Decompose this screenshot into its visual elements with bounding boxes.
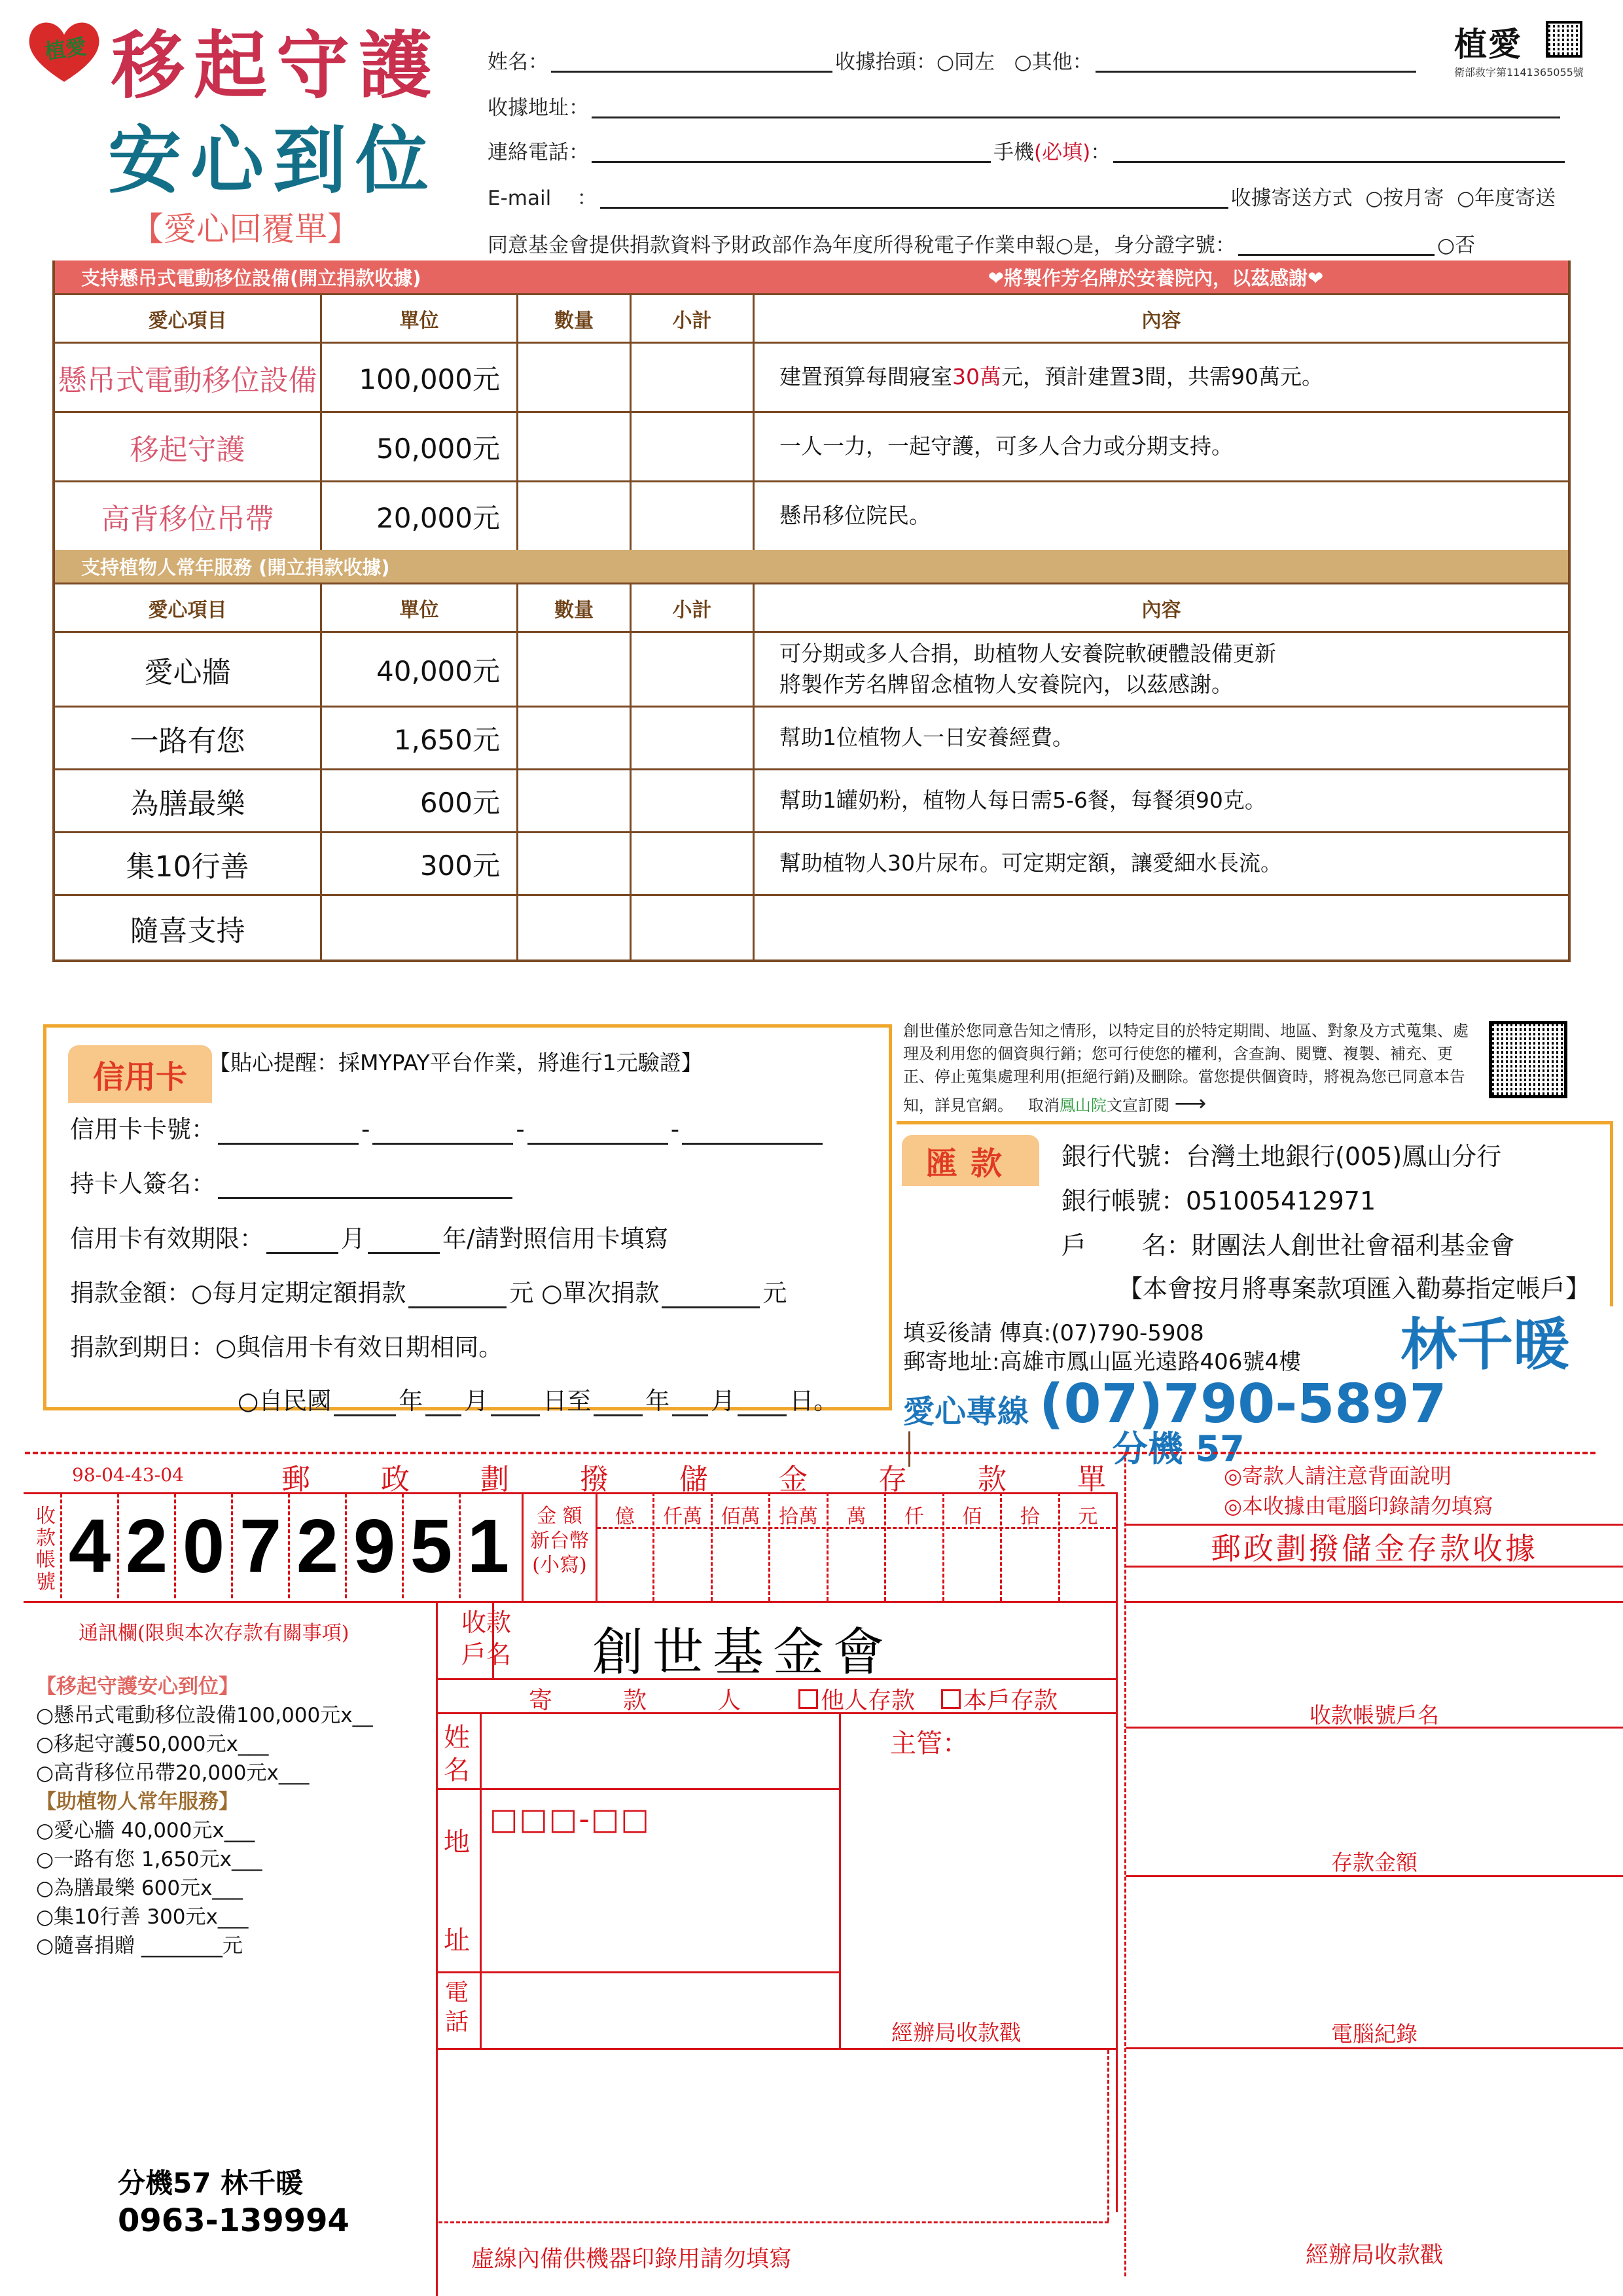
rule xyxy=(1126,1727,1623,1729)
title-char: 郵 xyxy=(281,1463,310,1496)
rule xyxy=(839,1712,841,2048)
comm-item[interactable]: ○隨喜捐贈 ________元 xyxy=(36,1934,243,1958)
account-digit: 2 xyxy=(288,1494,345,1598)
amount-unit: 萬 xyxy=(827,1492,884,1601)
sender-address-label-1: 地 xyxy=(444,1827,470,1857)
item-name: 愛心牆 xyxy=(144,655,231,689)
year-label: 年 xyxy=(399,1387,423,1415)
title-char: 儲 xyxy=(679,1463,708,1496)
item-desc xyxy=(753,633,1568,706)
amount-row xyxy=(70,1273,787,1308)
sender-name-field[interactable] xyxy=(482,1719,838,1787)
table-row xyxy=(55,342,1568,411)
holder-label: 持卡人簽名： xyxy=(70,1170,215,1198)
start-year-field[interactable] xyxy=(334,1397,396,1416)
single-amount-field[interactable] xyxy=(662,1289,760,1308)
comm-item[interactable]: ○愛心牆 40,000元x___ xyxy=(36,1819,255,1843)
note-line: ◎寄款人請注意背面說明 xyxy=(1224,1463,1452,1488)
own-deposit-checkbox[interactable] xyxy=(941,1689,961,1709)
table-row xyxy=(55,831,1568,894)
rule xyxy=(1126,1601,1623,1603)
credit-card-tag: 信用卡 xyxy=(68,1045,212,1103)
item-unit: 600元 xyxy=(320,770,516,831)
subtotal-cell[interactable] xyxy=(630,482,753,550)
cut-line xyxy=(25,1452,1596,1454)
delivery-label: 收據寄送方式 xyxy=(1230,187,1353,210)
holder-row xyxy=(70,1164,515,1199)
sender-address-label-2: 址 xyxy=(444,1926,470,1956)
brand-logo: 植愛 xyxy=(1454,25,1522,63)
subtotal-cell[interactable] xyxy=(630,344,753,411)
comm-list xyxy=(36,1672,373,1960)
name-label: 姓名： xyxy=(488,50,548,74)
dash: - xyxy=(516,1115,525,1143)
office-stamp-label: 經辦局收款戳 xyxy=(891,2020,1021,2045)
arrow-right-icon: ⟶ xyxy=(1174,1090,1207,1117)
logo-badge-text: 植愛 xyxy=(43,33,88,65)
account-digits xyxy=(60,1494,516,1598)
col-item: 愛心項目 xyxy=(148,309,227,332)
subtotal-cell[interactable] xyxy=(630,896,753,960)
comm-item[interactable]: ○高背移位吊帶20,000元x___ xyxy=(36,1761,310,1785)
col-subtotal: 小計 xyxy=(630,584,753,631)
expiry-label: 信用卡有效期限： xyxy=(70,1225,264,1253)
item-desc: 幫助植物人30片尿布。可定期定額，讓愛細水長流。 xyxy=(753,833,1568,894)
address-label: 收據地址： xyxy=(488,96,589,120)
comm-item[interactable]: ○一路有您 1,650元x___ xyxy=(36,1848,262,1872)
remittance-tag: 匯款 xyxy=(902,1135,1039,1186)
other-deposit-label: 他人存款 xyxy=(821,1687,916,1714)
qty-cell[interactable] xyxy=(516,708,630,768)
title-char: 單 xyxy=(1077,1463,1106,1496)
item-name: 一路有您 xyxy=(130,724,245,758)
monthly-amount-radio[interactable]: 捐款金額：○每月定期定額捐款 xyxy=(70,1279,406,1307)
amount-unit: 仟 xyxy=(884,1492,942,1601)
month-label: 月 xyxy=(464,1387,489,1415)
comm-item[interactable]: ○懸吊式電動移位設備100,000元x__ xyxy=(36,1704,373,1728)
account-digit: 1 xyxy=(459,1494,516,1598)
email-label: E-mail ： xyxy=(488,187,597,210)
bank-code: 銀行代號：台灣土地銀行(005)鳳山分行 xyxy=(1061,1142,1502,1171)
title-line-2: 安心到位 xyxy=(108,118,438,204)
remittance-note: 【本會按月將專案款項匯入勸募指定帳戶】 xyxy=(1117,1274,1590,1303)
handwritten-contact xyxy=(118,2166,349,2240)
title-char: 金 xyxy=(779,1463,808,1496)
mobile-field[interactable] xyxy=(1113,143,1565,163)
single-amount-radio[interactable]: ○單次捐款 xyxy=(541,1279,660,1307)
yuan-label: 元 xyxy=(509,1279,534,1307)
payee-label xyxy=(461,1607,511,1672)
payee-label-line: 戶名 xyxy=(461,1640,512,1670)
table-header-row xyxy=(55,293,1568,342)
payee-name: 創世基金會 xyxy=(592,1623,894,1682)
title-char: 款 xyxy=(978,1463,1007,1496)
item-unit: 50,000元 xyxy=(320,413,516,480)
amount-unit: 元 xyxy=(1058,1492,1116,1601)
slip-title xyxy=(281,1456,1106,1498)
hotline-ext: 分機 57 xyxy=(908,1431,1447,1467)
table-row xyxy=(55,894,1568,960)
year-label: 年 xyxy=(645,1387,670,1415)
remittance-section xyxy=(897,1121,1613,1306)
item-unit: 100,000元 xyxy=(320,344,516,411)
start-month-field[interactable] xyxy=(425,1397,461,1416)
amount-unit: 拾 xyxy=(1000,1492,1058,1601)
item-name: 隨喜支持 xyxy=(130,914,245,948)
col-content: 內容 xyxy=(753,295,1568,342)
monthly-amount-field[interactable] xyxy=(408,1289,507,1308)
item-name: 懸吊式電動移位設備 xyxy=(58,363,317,397)
item-unit: 1,650元 xyxy=(320,708,516,768)
sender-row xyxy=(471,1682,1126,1715)
account-label: 收款帳號 xyxy=(36,1505,56,1594)
receipt-title-same-radio[interactable]: ○同左 xyxy=(936,50,995,74)
amount-label-line: 新台幣 xyxy=(530,1529,589,1552)
col-subtotal: 小計 xyxy=(630,295,753,342)
credit-card-note: 【貼心提醒：採MYPAY平台作業，將進行1元驗證】 xyxy=(209,1050,703,1075)
address-field[interactable] xyxy=(592,99,1560,118)
rule xyxy=(1116,1492,1118,2212)
contact-name: 林千暖 xyxy=(1400,1312,1569,1378)
unsub-branch: 鳳山院 xyxy=(1059,1096,1107,1115)
amount-label-line: (小寫) xyxy=(532,1554,587,1577)
amount-label-line: 金 額 xyxy=(537,1505,582,1528)
receipt-stamp-label: 經辦局收款戳 xyxy=(1305,2242,1443,2269)
subtitle: 【愛心回覆單】 xyxy=(131,210,360,248)
item-desc xyxy=(753,344,1568,411)
qty-cell[interactable] xyxy=(516,833,630,894)
dash: - xyxy=(361,1115,370,1143)
card-number-field-4[interactable] xyxy=(682,1125,823,1145)
mobile-required-note: (必填) xyxy=(1034,141,1091,164)
comm-item[interactable]: ○移起守護50,000元x___ xyxy=(36,1732,269,1757)
qty-cell[interactable] xyxy=(516,482,630,550)
item-desc xyxy=(753,896,1568,960)
receipt-title-other-field[interactable] xyxy=(1096,53,1416,73)
contact-ext-name: 分機57 林千暖 xyxy=(118,2167,304,2199)
rule xyxy=(436,1788,839,1790)
supervisor-label: 主管： xyxy=(890,1729,969,1759)
item-desc: 懸吊移位院民。 xyxy=(753,482,1568,550)
sender-label: 寄 款 人 xyxy=(528,1687,741,1714)
amount-unit: 佰 xyxy=(942,1492,1000,1601)
rule xyxy=(1126,2047,1623,2049)
computer-record-label: 電腦紀錄 xyxy=(1331,2021,1418,2047)
slip-notes xyxy=(1224,1461,1493,1522)
item-name: 高背移位吊帶 xyxy=(101,502,274,536)
table-header-row xyxy=(55,583,1568,631)
section-1-title: 支持懸吊式電動移位設備(開立捐款收據) xyxy=(81,266,421,289)
credit-card-section xyxy=(43,1024,892,1415)
end-month-field[interactable] xyxy=(672,1397,708,1416)
sender-name-label: 姓名 xyxy=(444,1723,470,1785)
id-number-field[interactable] xyxy=(1238,236,1435,256)
title-line-1: 移起守護 xyxy=(111,24,441,109)
receipt-account-name-label: 收款帳號戶名 xyxy=(1310,1702,1439,1728)
fax-mail-info xyxy=(903,1319,1301,1376)
rule xyxy=(436,1678,1116,1680)
note-line: ◎本收據由電腦印錄請勿填寫 xyxy=(1224,1494,1493,1519)
desc-highlight: 30萬 xyxy=(952,364,1001,390)
comm-heading: 【移起守護安心到位】 xyxy=(36,1675,239,1698)
end-day-field[interactable] xyxy=(738,1397,787,1416)
donation-table xyxy=(52,260,1571,962)
phone-field[interactable] xyxy=(592,143,991,163)
form-code: 98-04-43-04 xyxy=(72,1464,184,1486)
qty-cell[interactable] xyxy=(516,633,630,706)
mobile-colon: ： xyxy=(1090,141,1111,164)
item-name: 移起守護 xyxy=(130,433,245,467)
permit-number: 衛部救字第1141365055號 xyxy=(1454,66,1584,79)
desc-line: 可分期或多人合捐，助植物人安養院軟硬體設備更新 xyxy=(779,641,1276,667)
own-deposit-label: 本戶存款 xyxy=(963,1687,1058,1714)
col-unit: 單位 xyxy=(320,584,516,631)
unsub-text: 文宣訂閱 xyxy=(1106,1096,1169,1115)
privacy-text: 創世僅於您同意告知之情形，以特定目的於特定期間、地區、對象及方式蒐集、處理及利用您的個資與行銷；您可行使您的權利，含查詢、閱覽、複製、補充、更正、停止蒐集處理利用(拒絕行銷)及刪除。當您提供個資時，將視為您已同意本告知，詳見官網。 xyxy=(903,1022,1469,1115)
title-char: 政 xyxy=(381,1463,410,1496)
account-digit: 9 xyxy=(345,1494,402,1598)
receipt-title-other-radio[interactable]: ○其他： xyxy=(1014,50,1093,74)
col-qty: 數量 xyxy=(516,295,630,342)
machine-note: 虛線內備供機器印錄用請勿填寫 xyxy=(471,2246,793,2272)
comm-title: 通訊欄(限與本次存款有關事項) xyxy=(79,1622,349,1645)
subtotal-cell[interactable] xyxy=(630,633,753,706)
comm-item[interactable]: ○集10行善 300元x___ xyxy=(36,1905,249,1929)
month-label: 月 xyxy=(341,1225,365,1253)
item-desc: 一人一力，一起守護，可多人合力或分期支持。 xyxy=(753,413,1568,480)
comm-heading: 【助植物人常年服務】 xyxy=(36,1790,239,1814)
title-char: 撥 xyxy=(580,1463,609,1496)
table-row xyxy=(55,480,1568,550)
amount-unit: 佰萬 xyxy=(711,1492,768,1601)
card-number-row xyxy=(70,1109,825,1145)
desc-text: 建置預算每間寢室 xyxy=(779,364,952,390)
expiry-month-field[interactable] xyxy=(266,1234,338,1254)
sender-phone-field[interactable] xyxy=(482,1974,838,2046)
amount-grid[interactable] xyxy=(597,1492,1116,1601)
end-same-as-card-radio[interactable]: 捐款到期日：○與信用卡有效日期相同。 xyxy=(70,1333,503,1361)
receipt-title: 郵政劃撥儲金存款收據 xyxy=(1211,1531,1538,1566)
start-day-field[interactable] xyxy=(491,1397,540,1416)
item-unit: 20,000元 xyxy=(320,482,516,550)
end-date-range-row xyxy=(238,1381,838,1416)
delivery-yearly-radio[interactable]: ○年度寄送 xyxy=(1457,187,1556,210)
hotline-label: 愛心專線 xyxy=(903,1393,1029,1430)
zip-code-boxes[interactable]: □□□-□□ xyxy=(490,1801,651,1837)
subtotal-cell[interactable] xyxy=(630,708,753,768)
table-row xyxy=(55,631,1568,706)
card-number-label: 信用卡卡號： xyxy=(70,1115,215,1143)
account-digit: 0 xyxy=(174,1494,231,1598)
end-year-field[interactable] xyxy=(594,1397,643,1416)
comm-item[interactable]: ○為膳最樂 600元x___ xyxy=(36,1876,243,1901)
card-number-field-1[interactable] xyxy=(218,1125,359,1145)
end-date-row xyxy=(70,1327,503,1363)
rule xyxy=(1126,1875,1623,1877)
rule xyxy=(1126,1566,1623,1568)
email-field[interactable] xyxy=(600,189,1228,209)
card-number-field-3[interactable] xyxy=(527,1125,668,1145)
rule xyxy=(597,1527,1116,1529)
desc-text: 元，預計建置3間，共需90萬元。 xyxy=(1001,364,1323,390)
receipt-amount-label: 存款金額 xyxy=(1331,1850,1418,1875)
col-content: 內容 xyxy=(753,584,1568,631)
name-field[interactable] xyxy=(551,53,832,73)
qr-code-icon xyxy=(1546,21,1582,58)
card-number-field-2[interactable] xyxy=(372,1125,513,1145)
subtotal-cell[interactable] xyxy=(630,833,753,894)
item-name: 集10行善 xyxy=(126,850,249,884)
title-char: 劃 xyxy=(480,1463,509,1496)
section-2-header xyxy=(55,550,1568,583)
payee-label-line: 收款 xyxy=(461,1608,512,1637)
machine-area-border xyxy=(1107,2050,1109,2221)
item-unit: 40,000元 xyxy=(320,633,516,706)
table-row xyxy=(55,411,1568,480)
amount-label xyxy=(524,1504,596,1578)
qr-code-icon[interactable] xyxy=(1489,1021,1567,1098)
item-unit: 300元 xyxy=(320,833,516,894)
day-to-label: 日至 xyxy=(543,1387,592,1415)
account-digit: 7 xyxy=(231,1494,288,1598)
machine-area-border xyxy=(438,2221,1109,2223)
delivery-monthly-radio[interactable]: ○按月寄 xyxy=(1365,187,1444,210)
mobile-label: 手機 xyxy=(993,141,1034,164)
phone-label: 連絡電話： xyxy=(488,141,589,164)
holder-signature-field[interactable] xyxy=(218,1179,512,1199)
privacy-notice xyxy=(903,1020,1479,1121)
rule xyxy=(24,1601,1116,1603)
receipt-title-label: 收據抬頭： xyxy=(835,50,936,74)
account-digit: 5 xyxy=(402,1494,459,1598)
hotline-number[interactable]: (07)790-5897 xyxy=(1039,1373,1447,1435)
mail-address: 郵寄地址:高雄市鳳山區光遠路406號4樓 xyxy=(903,1349,1301,1376)
table-row xyxy=(55,706,1568,768)
item-desc: 幫助1罐奶粉，植物人每日需5-6餐，每餐須90克。 xyxy=(753,770,1568,831)
expiry-row xyxy=(70,1219,668,1254)
expiry-year-field[interactable] xyxy=(368,1234,440,1254)
end-roc-radio[interactable]: ○自民國 xyxy=(238,1387,332,1415)
col-item: 愛心項目 xyxy=(148,598,227,622)
desc-line: 將製作芳名牌留念植物人安養院內，以茲感謝。 xyxy=(779,671,1233,697)
amount-unit: 仟萬 xyxy=(652,1492,710,1601)
account-digit: 2 xyxy=(117,1494,174,1598)
account-digit: 4 xyxy=(60,1494,117,1598)
subtotal-cell[interactable] xyxy=(630,413,753,480)
bank-account: 銀行帳號：051005412971 xyxy=(1061,1187,1376,1215)
tax-consent-yes-radio[interactable]: 同意基金會提供捐款資料予財政部作為年度所得稅電子作業申報○是，身分證字號： xyxy=(488,234,1236,257)
contact-mobile: 0963-139994 xyxy=(118,2202,349,2239)
subtotal-cell[interactable] xyxy=(630,770,753,831)
unsubscribe-link[interactable] xyxy=(1028,1096,1169,1115)
month-label: 月 xyxy=(711,1387,736,1415)
table-row xyxy=(55,768,1568,831)
item-unit[interactable] xyxy=(320,896,516,960)
other-deposit-checkbox[interactable] xyxy=(798,1689,818,1709)
sender-phone-label: 電話 xyxy=(444,1979,469,2036)
title-char: 存 xyxy=(878,1463,907,1496)
qty-cell[interactable] xyxy=(516,770,630,831)
year-note: 年/請對照信用卡填寫 xyxy=(442,1225,669,1253)
account-holder: 戶 名：財團法人創世社會福利基金會 xyxy=(1061,1231,1515,1260)
item-name: 為膳最樂 xyxy=(130,787,245,821)
yuan-label: 元 xyxy=(762,1279,787,1307)
unsub-text: 取消 xyxy=(1027,1096,1060,1115)
amount-unit: 拾萬 xyxy=(768,1492,826,1601)
rule xyxy=(436,1712,1116,1714)
qty-cell[interactable] xyxy=(516,413,630,480)
day-end-label: 日。 xyxy=(789,1387,838,1415)
rule xyxy=(436,1601,438,2296)
section-2-title: 支持植物人常年服務 (開立捐款收據) xyxy=(81,556,390,579)
rule xyxy=(436,1971,839,1973)
qty-cell[interactable] xyxy=(516,896,630,960)
amount-unit: 億 xyxy=(615,1505,635,1528)
section-1-header xyxy=(55,260,1568,293)
fax-number: 填妥後請 傳真:(07)790-5908 xyxy=(903,1320,1204,1346)
item-desc: 幫助1位植物人一日安養經費。 xyxy=(753,708,1568,768)
dash: - xyxy=(670,1115,680,1143)
qty-cell[interactable] xyxy=(516,344,630,411)
tax-consent-no-radio[interactable]: ○否 xyxy=(1437,234,1476,257)
col-unit: 單位 xyxy=(320,295,516,342)
section-1-note: ❤將製作芳名牌於安養院內，以茲感謝❤ xyxy=(988,266,1324,289)
rule xyxy=(436,2048,1116,2050)
col-qty: 數量 xyxy=(516,584,630,631)
